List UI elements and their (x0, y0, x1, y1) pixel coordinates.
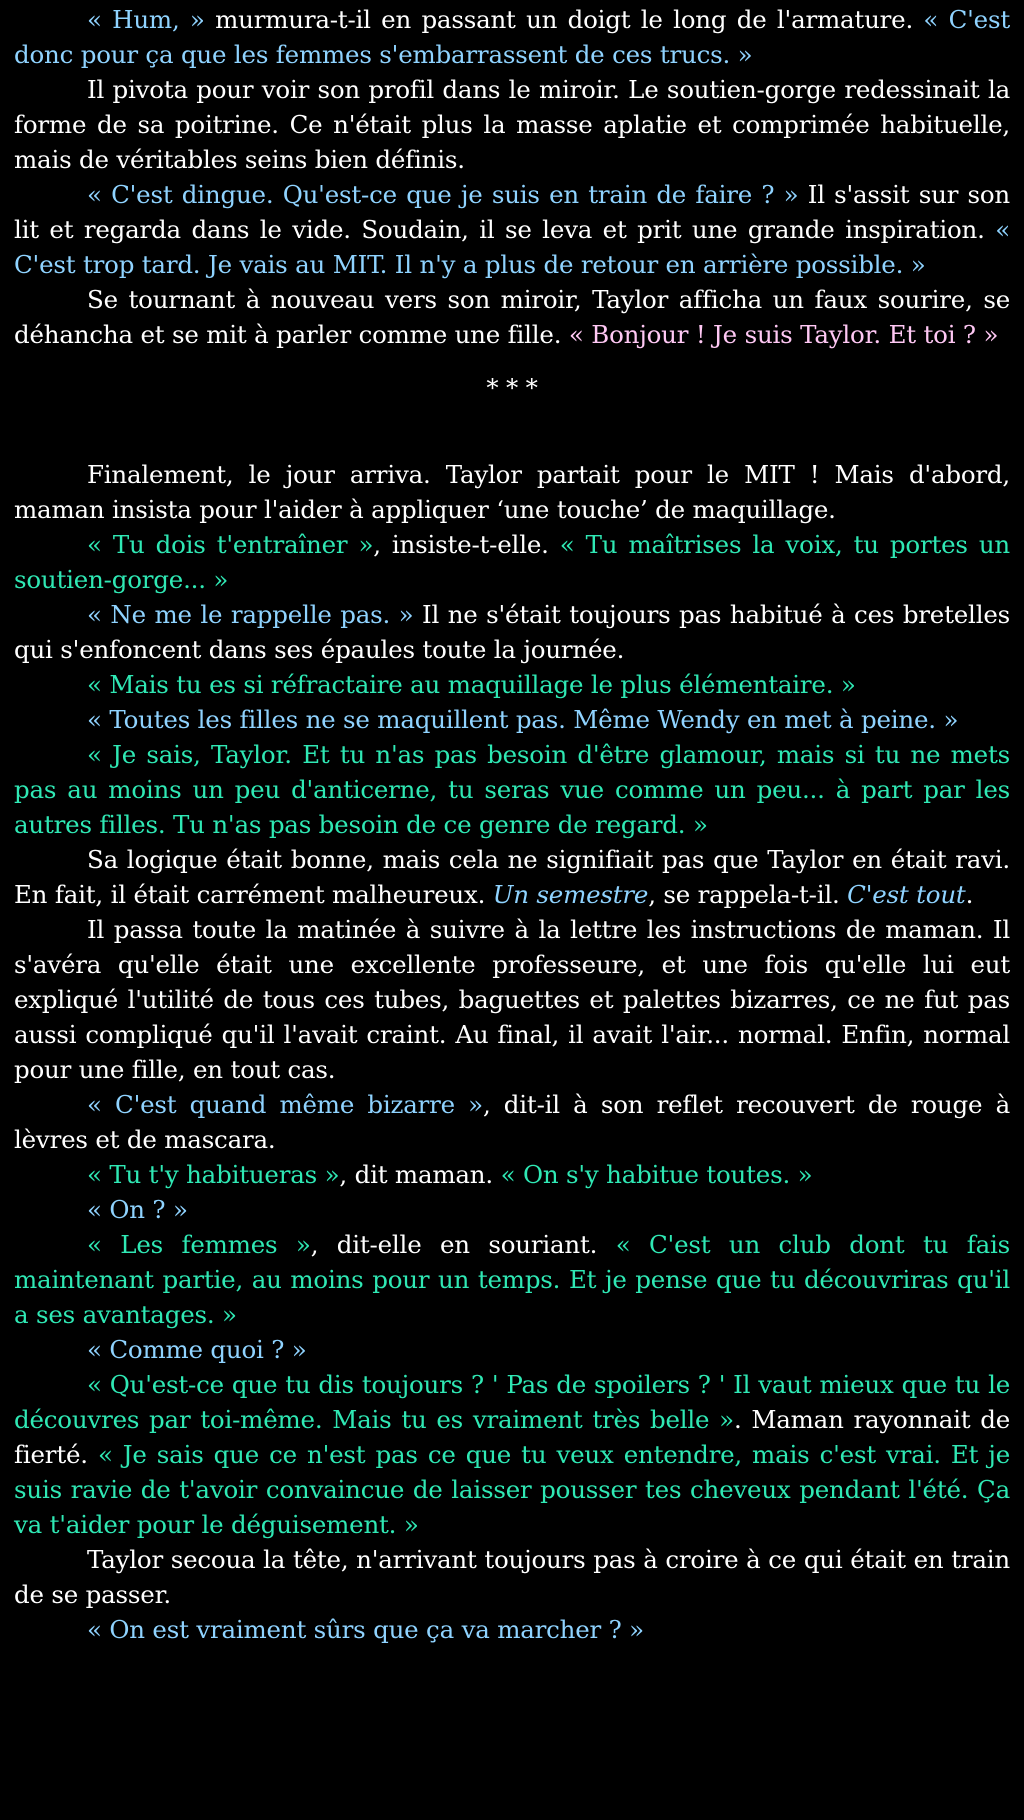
story-paragraph (14, 1367, 1010, 1542)
narration-text: . (965, 880, 974, 909)
narration-text: . Maman rayonnait de fierté. (14, 1405, 1010, 1469)
story-paragraph (14, 72, 1010, 177)
dialogue-text: « C'est trop tard. Je vais au MIT. Il n'y a plus de retour en arrière possible. » (14, 215, 1010, 279)
story-paragraph (14, 1192, 1010, 1227)
narration-text: Il ne s'était toujours pas habitué à ces bretelles qui s'enfoncent dans ses épaules toute la journée. (14, 600, 1010, 664)
dialogue-text: « Les femmes » (87, 1230, 311, 1259)
dialogue-text: « On est vraiment sûrs que ça va marcher ? » (87, 1615, 644, 1644)
story-paragraph (14, 842, 1010, 912)
story-paragraph (14, 457, 1010, 527)
story-paragraph (14, 597, 1010, 667)
story-paragraph (14, 2, 1010, 72)
story-paragraph (14, 1087, 1010, 1157)
dialogue-text: « Je sais que ce n'est pas ce que tu veux entendre, mais c'est vrai. Et je suis ravie de t'avoir convaincue de laisser pousser tes cheveux pendant l'été. Ça va t'aider pour le déguisement. » (14, 1440, 1010, 1539)
story-paragraph (14, 1332, 1010, 1367)
dialogue-text: C'est tout (847, 880, 966, 909)
story-paragraph (14, 1227, 1010, 1332)
dialogue-text: « Toutes les filles ne se maquillent pas. Même Wendy en met à peine. » (87, 705, 959, 734)
narration-text: , dit-elle en souriant. (310, 1230, 616, 1259)
story-paragraph (14, 702, 1010, 737)
narration-text: murmura-t-il en passant un doigt le long de l'armature. (204, 5, 924, 34)
story-paragraph (14, 737, 1010, 842)
dialogue-text: « Tu maîtrises la voix, tu portes un soutien-gorge... » (14, 530, 1011, 594)
narration-text: Il passa toute la matinée à suivre à la lettre les instructions de maman. Il s'avéra qu'elle était une excellente professeure, et une fois qu'elle lui eut expliqué l'utilité de tous ces tubes, baguettes et palettes bizarres, ce ne fut pas aussi compliqué qu'il l'avait craint. Au final, il avait l'air... normal. Enfin, normal pour une fille, en tout cas. (14, 915, 1010, 1084)
narration-text: Se tournant à nouveau vers son miroir, Taylor afficha un faux sourire, se déhancha et se mit à parler comme une fille. (14, 285, 1010, 349)
dialogue-text: Un semestre (492, 880, 649, 909)
story-paragraph (14, 667, 1010, 702)
story-paragraph (14, 1157, 1010, 1192)
narration-text: , se rappela-t-il. (648, 880, 848, 909)
dialogue-text: « Ne me le rappelle pas. » (87, 600, 414, 629)
narration-text: , insiste-t-elle. (373, 530, 560, 559)
dialogue-text: « Mais tu es si réfractaire au maquillage le plus élémentaire. » (87, 670, 856, 699)
story-paragraph (14, 282, 1010, 352)
dialogue-text: « C'est quand même bizarre » (87, 1090, 483, 1119)
dialogue-text: « C'est un club dont tu fais maintenant partie, au moins pour un temps. Et je pense que tu découvriras qu'il a ses avantages. » (14, 1230, 1010, 1329)
narration-text: Il s'assit sur son lit et regarda dans le vide. Soudain, il se leva et prit une grande inspiration. (14, 180, 1010, 244)
story-paragraph (14, 1542, 1010, 1612)
story-paragraph (14, 527, 1010, 597)
story-paragraph (14, 912, 1010, 1087)
narration-text: Finalement, le jour arriva. Taylor partait pour le MIT ! Mais d'abord, maman insista pour l'aider à appliquer ‘une touche’ de maquillage. (14, 460, 1010, 524)
scene-separator: * * * (486, 373, 538, 402)
narration-text: , dit maman. (339, 1160, 501, 1189)
dialogue-text: « Qu'est-ce que tu dis toujours ? ' Pas de spoilers ? ' Il vaut mieux que tu le découvres par toi-même. Mais tu es vraiment très belle » (14, 1370, 1010, 1434)
dialogue-text: « Bonjour ! Je suis Taylor. Et toi ? » (568, 320, 999, 349)
dialogue-text: « C'est donc pour ça que les femmes s'embarrassent de ces trucs. » (14, 5, 1010, 69)
dialogue-text: « Je sais, Taylor. Et tu n'as pas besoin d'être glamour, mais si tu ne mets pas au moins un peu d'anticerne, tu seras vue comme un peu... à part par les autres filles. Tu n'as pas besoin de ce genre de regard. » (14, 740, 1010, 839)
story-page (14, 2, 1010, 1647)
dialogue-text: « Hum, » (87, 5, 205, 34)
dialogue-text: « C'est dingue. Qu'est-ce que je suis en train de faire ? » (87, 180, 799, 209)
narration-text: Sa logique était bonne, mais cela ne signifiait pas que Taylor en était ravi. En fait, il était carrément malheureux. (14, 845, 1010, 909)
dialogue-text: « Tu dois t'entraîner » (87, 530, 374, 559)
story-paragraph (14, 1612, 1010, 1647)
dialogue-text: « On s'y habitue toutes. » (500, 1160, 813, 1189)
dialogue-text: « Comme quoi ? » (87, 1335, 307, 1364)
dialogue-text: « Tu t'y habitueras » (87, 1160, 340, 1189)
narration-text: , dit-il à son reflet recouvert de rouge à lèvres et de mascara. (14, 1090, 1010, 1154)
story-paragraph (14, 177, 1010, 282)
narration-text: Il pivota pour voir son profil dans le miroir. Le soutien-gorge redessinait la forme de sa poitrine. Ce n'était plus la masse aplatie et comprimée habituelle, mais de véritables seins bien définis. (14, 75, 1010, 174)
dialogue-text: « On ? » (87, 1195, 188, 1224)
narration-text: Taylor secoua la tête, n'arrivant toujours pas à croire à ce qui était en train de se passer. (14, 1545, 1010, 1609)
